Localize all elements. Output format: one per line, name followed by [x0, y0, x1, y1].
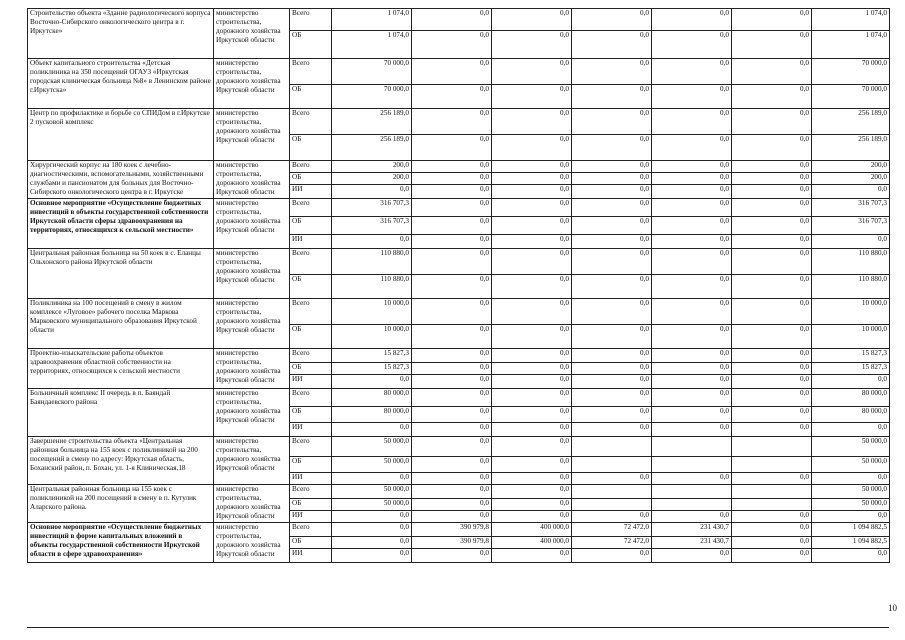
- table-row: [28, 485, 890, 499]
- amount-cell-y2: 0,0: [492, 457, 572, 473]
- amount-cell-y5: 0,0: [732, 407, 812, 423]
- funding-source-cell: Всего: [290, 109, 332, 135]
- amount-cell-sum: 50 000,0: [812, 499, 890, 511]
- funding-source-cell: ИИ: [290, 511, 332, 523]
- responsible-executor-cell: министерство строительства, дорожного хозяйства Иркутской области: [214, 389, 290, 437]
- amount-cell-y2: 0,0: [492, 185, 572, 199]
- amount-cell-y1: 0,0: [412, 85, 492, 109]
- funding-source-cell: Всего: [290, 437, 332, 457]
- amount-cell-y1: 0,0: [412, 485, 492, 499]
- funding-source-cell: Всего: [290, 199, 332, 217]
- amount-cell-y5: 0,0: [732, 85, 812, 109]
- amount-cell-y4: [652, 437, 732, 457]
- amount-cell-sum: 10 000,0: [812, 299, 890, 325]
- funding-source-cell: ИИ: [290, 375, 332, 389]
- amount-cell-y4: 0,0: [652, 511, 732, 523]
- amount-cell-y2: 0,0: [492, 199, 572, 217]
- object-name-cell: Поликлиника на 100 посещений в смену в жилом комплексе «Луговое» рабочего поселка Маркова Марковского муниципального образования Иркутской области: [28, 299, 214, 349]
- table-row: [28, 523, 890, 537]
- table-row: [28, 249, 890, 275]
- amount-cell-y5: [732, 437, 812, 457]
- amount-cell-y2: 0,0: [492, 9, 572, 31]
- amount-cell-y3: 0,0: [572, 349, 652, 363]
- responsible-executor-cell: министерство строительства, дорожного хозяйства Иркутской области: [214, 349, 290, 389]
- budget-table: [27, 8, 890, 563]
- amount-cell-y2: 0,0: [492, 249, 572, 275]
- amount-cell-total: 15 827,3: [332, 363, 412, 375]
- amount-cell-sum: 0,0: [812, 235, 890, 249]
- amount-cell-y2: 0,0: [492, 109, 572, 135]
- object-name-cell: Центральная районная больница на 155 коек с поликлиникой на 200 посещений в смену в п. Кутулик Аларского района.: [28, 485, 214, 523]
- amount-cell-y1: 0,0: [412, 299, 492, 325]
- amount-cell-y1: 0,0: [412, 135, 492, 161]
- amount-cell-y5: [732, 485, 812, 499]
- amount-cell-sum: 0,0: [812, 185, 890, 199]
- amount-cell-y5: 0,0: [732, 9, 812, 31]
- amount-cell-total: 10 000,0: [332, 299, 412, 325]
- amount-cell-sum: 316 707,3: [812, 217, 890, 235]
- amount-cell-y3: 0,0: [572, 473, 652, 485]
- amount-cell-total: 50 000,0: [332, 437, 412, 457]
- amount-cell-sum: 110 880,0: [812, 249, 890, 275]
- amount-cell-y2: 0,0: [492, 375, 572, 389]
- amount-cell-y4: 0,0: [652, 59, 732, 85]
- amount-cell-sum: 0,0: [812, 549, 890, 563]
- amount-cell-sum: 256 189,0: [812, 135, 890, 161]
- amount-cell-y1: 0,0: [412, 407, 492, 423]
- amount-cell-y1: 0,0: [412, 349, 492, 363]
- amount-cell-y4: 0,0: [652, 31, 732, 59]
- amount-cell-y2: 0,0: [492, 325, 572, 349]
- amount-cell-total: 316 707,3: [332, 217, 412, 235]
- amount-cell-y2: 0,0: [492, 161, 572, 173]
- table-row: [28, 199, 890, 217]
- amount-cell-y3: [572, 457, 652, 473]
- amount-cell-y3: 0,0: [572, 325, 652, 349]
- object-name-cell: Центр по профилактике и борьбе со СПИДом в г.Иркутске 2 пусковой комплекс: [28, 109, 214, 161]
- amount-cell-total: 200,0: [332, 173, 412, 185]
- amount-cell-y3: 0,0: [572, 9, 652, 31]
- amount-cell-y3: 0,0: [572, 217, 652, 235]
- amount-cell-y2: 0,0: [492, 407, 572, 423]
- amount-cell-y5: 0,0: [732, 549, 812, 563]
- amount-cell-y1: 0,0: [412, 549, 492, 563]
- amount-cell-y1: 390 979,8: [412, 537, 492, 549]
- amount-cell-y1: 0,0: [412, 389, 492, 407]
- amount-cell-y4: 0,0: [652, 275, 732, 299]
- object-name-cell: Строительство объекта «Здание радиологического корпуса Восточно-Сибирского онкологического центра в г. Иркутске»: [28, 9, 214, 59]
- responsible-executor-cell: министерство строительства, дорожного хозяйства Иркутской области: [214, 485, 290, 523]
- amount-cell-total: 0,0: [332, 511, 412, 523]
- page-number: 10: [888, 603, 897, 613]
- amount-cell-y4: 0,0: [652, 85, 732, 109]
- amount-cell-y1: 0,0: [412, 249, 492, 275]
- amount-cell-y5: 0,0: [732, 523, 812, 537]
- amount-cell-y2: 0,0: [492, 511, 572, 523]
- funding-source-cell: Всего: [290, 485, 332, 499]
- object-name-cell: Хирургический корпус на 180 коек с лечебно-диагностическими, вспомогательными, хозяйственными службами и пансионатом для больных для Восточно-Сибирского онкологического центра в г. Иркутске: [28, 161, 214, 199]
- amount-cell-y2: 0,0: [492, 499, 572, 511]
- funding-source-cell: ОБ: [290, 217, 332, 235]
- amount-cell-y4: 0,0: [652, 363, 732, 375]
- amount-cell-sum: 10 000,0: [812, 325, 890, 349]
- funding-source-cell: ОБ: [290, 325, 332, 349]
- amount-cell-y5: [732, 499, 812, 511]
- amount-cell-y5: [732, 457, 812, 473]
- amount-cell-y4: 0,0: [652, 235, 732, 249]
- funding-source-cell: Всего: [290, 59, 332, 85]
- amount-cell-sum: 70 000,0: [812, 59, 890, 85]
- amount-cell-y4: 0,0: [652, 109, 732, 135]
- amount-cell-y2: 400 000,0: [492, 537, 572, 549]
- amount-cell-y4: 0,0: [652, 217, 732, 235]
- table-row: [28, 109, 890, 135]
- amount-cell-y3: 0,0: [572, 363, 652, 375]
- amount-cell-y3: 0,0: [572, 549, 652, 563]
- amount-cell-total: 200,0: [332, 161, 412, 173]
- funding-source-cell: Всего: [290, 161, 332, 173]
- amount-cell-total: 256 189,0: [332, 109, 412, 135]
- amount-cell-y5: 0,0: [732, 31, 812, 59]
- amount-cell-y2: 0,0: [492, 235, 572, 249]
- amount-cell-sum: 0,0: [812, 375, 890, 389]
- amount-cell-y5: 0,0: [732, 537, 812, 549]
- amount-cell-y3: [572, 437, 652, 457]
- amount-cell-y3: 0,0: [572, 59, 652, 85]
- amount-cell-sum: 70 000,0: [812, 85, 890, 109]
- amount-cell-y4: 0,0: [652, 549, 732, 563]
- funding-source-cell: ИИ: [290, 235, 332, 249]
- amount-cell-sum: 256 189,0: [812, 109, 890, 135]
- amount-cell-y2: 0,0: [492, 299, 572, 325]
- amount-cell-y4: [652, 485, 732, 499]
- amount-cell-y4: 231 430,7: [652, 523, 732, 537]
- amount-cell-y1: 0,0: [412, 161, 492, 173]
- funding-source-cell: ОБ: [290, 407, 332, 423]
- amount-cell-y3: 0,0: [572, 407, 652, 423]
- amount-cell-y4: 231 430,7: [652, 537, 732, 549]
- amount-cell-y2: 0,0: [492, 549, 572, 563]
- amount-cell-total: 50 000,0: [332, 457, 412, 473]
- amount-cell-y3: 0,0: [572, 109, 652, 135]
- amount-cell-y1: 0,0: [412, 9, 492, 31]
- amount-cell-total: 316 707,3: [332, 199, 412, 217]
- amount-cell-y5: 0,0: [732, 135, 812, 161]
- amount-cell-y1: 0,0: [412, 375, 492, 389]
- amount-cell-y3: 0,0: [572, 185, 652, 199]
- amount-cell-sum: 1 074,0: [812, 31, 890, 59]
- amount-cell-total: 50 000,0: [332, 485, 412, 499]
- amount-cell-total: 1 074,0: [332, 9, 412, 31]
- amount-cell-y4: 0,0: [652, 199, 732, 217]
- funding-source-cell: ОБ: [290, 85, 332, 109]
- amount-cell-y3: 0,0: [572, 423, 652, 437]
- amount-cell-y1: 0,0: [412, 185, 492, 199]
- amount-cell-y2: 0,0: [492, 31, 572, 59]
- amount-cell-sum: 200,0: [812, 173, 890, 185]
- amount-cell-y1: 0,0: [412, 235, 492, 249]
- amount-cell-y5: 0,0: [732, 389, 812, 407]
- amount-cell-y2: 0,0: [492, 85, 572, 109]
- table-row: [28, 389, 890, 407]
- amount-cell-total: 0,0: [332, 375, 412, 389]
- funding-source-cell: Всего: [290, 349, 332, 363]
- amount-cell-sum: 0,0: [812, 473, 890, 485]
- amount-cell-y3: 0,0: [572, 199, 652, 217]
- amount-cell-y4: 0,0: [652, 161, 732, 173]
- funding-source-cell: ИИ: [290, 549, 332, 563]
- table-row: [28, 161, 890, 173]
- amount-cell-sum: 50 000,0: [812, 485, 890, 499]
- amount-cell-y1: 0,0: [412, 275, 492, 299]
- amount-cell-y4: 0,0: [652, 9, 732, 31]
- amount-cell-y1: 0,0: [412, 325, 492, 349]
- amount-cell-y4: [652, 499, 732, 511]
- responsible-executor-cell: министерство строительства, дорожного хозяйства Иркутской области: [214, 437, 290, 485]
- amount-cell-y4: [652, 457, 732, 473]
- amount-cell-y3: 0,0: [572, 31, 652, 59]
- amount-cell-y5: 0,0: [732, 363, 812, 375]
- amount-cell-y4: 0,0: [652, 375, 732, 389]
- responsible-executor-cell: министерство строительства, дорожного хозяйства Иркутской области: [214, 249, 290, 299]
- funding-source-cell: Всего: [290, 9, 332, 31]
- funding-source-cell: ИИ: [290, 185, 332, 199]
- amount-cell-sum: 316 707,3: [812, 199, 890, 217]
- amount-cell-y2: 0,0: [492, 59, 572, 85]
- amount-cell-y5: 0,0: [732, 423, 812, 437]
- amount-cell-y1: 0,0: [412, 423, 492, 437]
- amount-cell-total: 70 000,0: [332, 59, 412, 85]
- amount-cell-y2: 0,0: [492, 389, 572, 407]
- responsible-executor-cell: министерство строительства, дорожного хозяйства Иркутской области: [214, 161, 290, 199]
- responsible-executor-cell: министерство строительства, дорожного хозяйства Иркутской области: [214, 299, 290, 349]
- amount-cell-sum: 1 094 882,5: [812, 537, 890, 549]
- amount-cell-total: 0,0: [332, 185, 412, 199]
- amount-cell-y3: 0,0: [572, 135, 652, 161]
- funding-source-cell: ИИ: [290, 473, 332, 485]
- amount-cell-sum: 50 000,0: [812, 457, 890, 473]
- amount-cell-sum: 200,0: [812, 161, 890, 173]
- amount-cell-y4: 0,0: [652, 135, 732, 161]
- amount-cell-y5: 0,0: [732, 59, 812, 85]
- amount-cell-y5: 0,0: [732, 217, 812, 235]
- amount-cell-y3: 72 472,0: [572, 523, 652, 537]
- table-row: [28, 349, 890, 363]
- amount-cell-y2: 0,0: [492, 437, 572, 457]
- amount-cell-y1: 0,0: [412, 199, 492, 217]
- amount-cell-y1: 0,0: [412, 473, 492, 485]
- amount-cell-y5: 0,0: [732, 249, 812, 275]
- amount-cell-total: 80 000,0: [332, 389, 412, 407]
- amount-cell-y5: 0,0: [732, 473, 812, 485]
- amount-cell-y3: 72 472,0: [572, 537, 652, 549]
- object-name-cell: Проектно-изыскательские работы объектов здравоохранения областной собственности на территориях, относящихся к сельской местности: [28, 349, 214, 389]
- responsible-executor-cell: министерство строительства, дорожного хозяйства Иркутской области: [214, 109, 290, 161]
- amount-cell-sum: 1 094 882,5: [812, 523, 890, 537]
- amount-cell-y2: 0,0: [492, 135, 572, 161]
- amount-cell-y1: 0,0: [412, 217, 492, 235]
- amount-cell-y4: 0,0: [652, 325, 732, 349]
- amount-cell-y4: 0,0: [652, 389, 732, 407]
- amount-cell-sum: 80 000,0: [812, 407, 890, 423]
- amount-cell-y2: 0,0: [492, 473, 572, 485]
- amount-cell-y2: 0,0: [492, 363, 572, 375]
- amount-cell-y4: 0,0: [652, 473, 732, 485]
- object-name-cell: Завершение строительства объекта «Центральная районная больница на 155 коек с поликлиникой на 200 посещений в смену по адресу: Иркутская область, Боханский район, п. Бохан, ул. 1-я Клиническая,18: [28, 437, 214, 485]
- amount-cell-total: 0,0: [332, 537, 412, 549]
- amount-cell-y3: 0,0: [572, 249, 652, 275]
- amount-cell-y5: 0,0: [732, 235, 812, 249]
- amount-cell-y1: 390 979,8: [412, 523, 492, 537]
- amount-cell-y1: 0,0: [412, 59, 492, 85]
- amount-cell-y2: 0,0: [492, 217, 572, 235]
- table-row: [28, 59, 890, 85]
- amount-cell-total: 0,0: [332, 423, 412, 437]
- amount-cell-y2: 0,0: [492, 423, 572, 437]
- amount-cell-sum: 80 000,0: [812, 389, 890, 407]
- amount-cell-y3: 0,0: [572, 511, 652, 523]
- amount-cell-total: 1 074,0: [332, 31, 412, 59]
- funding-source-cell: ОБ: [290, 457, 332, 473]
- amount-cell-y2: 0,0: [492, 349, 572, 363]
- amount-cell-y2: 400 000,0: [492, 523, 572, 537]
- funding-source-cell: ОБ: [290, 363, 332, 375]
- amount-cell-y4: 0,0: [652, 349, 732, 363]
- funding-source-cell: ОБ: [290, 135, 332, 161]
- amount-cell-y5: 0,0: [732, 275, 812, 299]
- amount-cell-y4: 0,0: [652, 407, 732, 423]
- amount-cell-sum: 0,0: [812, 511, 890, 523]
- amount-cell-y5: 0,0: [732, 109, 812, 135]
- amount-cell-y1: 0,0: [412, 173, 492, 185]
- amount-cell-total: 10 000,0: [332, 325, 412, 349]
- amount-cell-y5: 0,0: [732, 349, 812, 363]
- responsible-executor-cell: министерство строительства, дорожного хозяйства Иркутской области: [214, 199, 290, 249]
- object-name-cell: Больничный комплекс II очередь в п. Баяндай Баяндаевского района: [28, 389, 214, 437]
- amount-cell-total: 15 827,3: [332, 349, 412, 363]
- amount-cell-y1: 0,0: [412, 363, 492, 375]
- object-name-cell: Основное мероприятие «Осуществление бюджетных инвестиций в объекты государственной собственности Иркутской области сферы здравоохранения на территориях, относящихся к сельской местности»: [28, 199, 214, 249]
- amount-cell-y4: 0,0: [652, 185, 732, 199]
- amount-cell-y3: 0,0: [572, 299, 652, 325]
- amount-cell-total: 70 000,0: [332, 85, 412, 109]
- amount-cell-y5: 0,0: [732, 185, 812, 199]
- amount-cell-y3: 0,0: [572, 161, 652, 173]
- amount-cell-y1: 0,0: [412, 31, 492, 59]
- amount-cell-y3: 0,0: [572, 85, 652, 109]
- amount-cell-total: 256 189,0: [332, 135, 412, 161]
- amount-cell-y3: 0,0: [572, 235, 652, 249]
- funding-source-cell: Всего: [290, 249, 332, 275]
- budget-table-sheet: [27, 8, 889, 563]
- object-name-cell: Центральная районная больница на 50 коек в с. Еланцы Ольхонского района Иркутской области: [28, 249, 214, 299]
- amount-cell-y2: 0,0: [492, 485, 572, 499]
- funding-source-cell: ИИ: [290, 423, 332, 437]
- amount-cell-sum: 110 880,0: [812, 275, 890, 299]
- amount-cell-y5: 0,0: [732, 161, 812, 173]
- bottom-rule: [27, 627, 889, 628]
- amount-cell-y4: 0,0: [652, 249, 732, 275]
- amount-cell-y3: 0,0: [572, 375, 652, 389]
- amount-cell-total: 50 000,0: [332, 499, 412, 511]
- amount-cell-total: 0,0: [332, 235, 412, 249]
- amount-cell-y5: 0,0: [732, 199, 812, 217]
- amount-cell-y3: [572, 485, 652, 499]
- funding-source-cell: ОБ: [290, 537, 332, 549]
- amount-cell-total: 0,0: [332, 473, 412, 485]
- amount-cell-y3: 0,0: [572, 275, 652, 299]
- funding-source-cell: Всего: [290, 299, 332, 325]
- amount-cell-y3: 0,0: [572, 389, 652, 407]
- funding-source-cell: ОБ: [290, 31, 332, 59]
- funding-source-cell: ОБ: [290, 275, 332, 299]
- amount-cell-y1: 0,0: [412, 511, 492, 523]
- amount-cell-total: 0,0: [332, 549, 412, 563]
- amount-cell-sum: 1 074,0: [812, 9, 890, 31]
- funding-source-cell: Всего: [290, 523, 332, 537]
- responsible-executor-cell: министерство строительства, дорожного хозяйства Иркутской области: [214, 523, 290, 563]
- amount-cell-y3: [572, 499, 652, 511]
- table-row: [28, 437, 890, 457]
- amount-cell-sum: 50 000,0: [812, 437, 890, 457]
- amount-cell-total: 110 880,0: [332, 249, 412, 275]
- budget-table-body: [28, 9, 890, 563]
- table-row: [28, 9, 890, 31]
- table-row: [28, 299, 890, 325]
- funding-source-cell: ОБ: [290, 173, 332, 185]
- amount-cell-y4: 0,0: [652, 423, 732, 437]
- amount-cell-y1: 0,0: [412, 457, 492, 473]
- amount-cell-y1: 0,0: [412, 109, 492, 135]
- amount-cell-y3: 0,0: [572, 173, 652, 185]
- responsible-executor-cell: министерство строительства, дорожного хозяйства Иркутской области: [214, 59, 290, 109]
- amount-cell-y5: 0,0: [732, 299, 812, 325]
- funding-source-cell: ОБ: [290, 499, 332, 511]
- amount-cell-y5: 0,0: [732, 375, 812, 389]
- amount-cell-sum: 0,0: [812, 423, 890, 437]
- amount-cell-total: 80 000,0: [332, 407, 412, 423]
- amount-cell-y4: 0,0: [652, 299, 732, 325]
- object-name-cell: Объект капитального строительства «Детская поликлиника на 350 посещений ОГАУЗ «Иркутская городская клиническая больница №8» в Ленинском районе г.Иркутска»: [28, 59, 214, 109]
- funding-source-cell: Всего: [290, 389, 332, 407]
- amount-cell-sum: 15 827,3: [812, 363, 890, 375]
- amount-cell-y1: 0,0: [412, 499, 492, 511]
- amount-cell-y1: 0,0: [412, 437, 492, 457]
- amount-cell-y5: 0,0: [732, 511, 812, 523]
- amount-cell-total: 110 880,0: [332, 275, 412, 299]
- amount-cell-y5: 0,0: [732, 173, 812, 185]
- responsible-executor-cell: министерство строительства, дорожного хозяйства Иркутской области: [214, 9, 290, 59]
- object-name-cell: Основное мероприятие «Осуществление бюджетных инвестиций в форме капитальных вложений в объекты государственной собственности Иркутской области в сфере здравоохранения»: [28, 523, 214, 563]
- amount-cell-total: 0,0: [332, 523, 412, 537]
- amount-cell-y2: 0,0: [492, 173, 572, 185]
- amount-cell-sum: 15 827,3: [812, 349, 890, 363]
- amount-cell-y5: 0,0: [732, 325, 812, 349]
- amount-cell-y2: 0,0: [492, 275, 572, 299]
- amount-cell-y4: 0,0: [652, 173, 732, 185]
